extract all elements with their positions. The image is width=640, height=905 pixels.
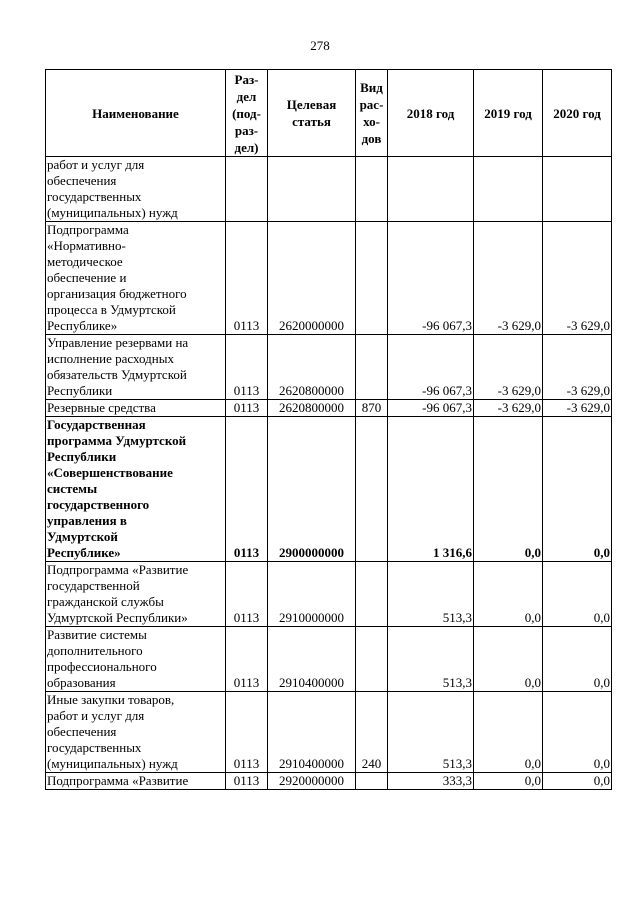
cell-name: Управление резервами на исполнение расходных обязательств Удмуртской Республики xyxy=(46,335,226,400)
cell-2019: 0,0 xyxy=(474,417,543,562)
cell-section: 0113 xyxy=(226,222,268,335)
cell-2020: 0,0 xyxy=(543,773,612,790)
cell-article: 2620800000 xyxy=(268,400,356,417)
cell-2020: -3 629,0 xyxy=(543,222,612,335)
cell-2020: 0,0 xyxy=(543,417,612,562)
header-2019: 2019 год xyxy=(474,70,543,157)
table-row xyxy=(46,417,612,562)
cell-expense-type xyxy=(356,417,388,562)
cell-2018: 333,3 xyxy=(388,773,474,790)
cell-2018: 513,3 xyxy=(388,562,474,627)
cell-2019: -3 629,0 xyxy=(474,400,543,417)
cell-2020 xyxy=(543,157,612,222)
cell-2018 xyxy=(388,157,474,222)
cell-section: 0113 xyxy=(226,417,268,562)
table-row xyxy=(46,562,612,627)
cell-2018: 1 316,6 xyxy=(388,417,474,562)
cell-expense-type xyxy=(356,222,388,335)
cell-section xyxy=(226,157,268,222)
cell-2020: 0,0 xyxy=(543,562,612,627)
table-header-row xyxy=(46,70,612,157)
cell-section: 0113 xyxy=(226,400,268,417)
cell-article: 2920000000 xyxy=(268,773,356,790)
cell-name: Подпрограмма «Нормативно- методическое обеспечение и организация бюджетного процесса в Удмуртской Республике» xyxy=(46,222,226,335)
cell-name: работ и услуг для обеспечения государственных (муниципальных) нужд xyxy=(46,157,226,222)
cell-2018: -96 067,3 xyxy=(388,222,474,335)
table-body xyxy=(46,157,612,790)
cell-section: 0113 xyxy=(226,773,268,790)
header-2020: 2020 год xyxy=(543,70,612,157)
cell-article: 2620800000 xyxy=(268,335,356,400)
header-name: Наименование xyxy=(46,70,226,157)
page-number: 278 xyxy=(310,38,330,53)
cell-2020: 0,0 xyxy=(543,692,612,773)
cell-expense-type xyxy=(356,562,388,627)
cell-name: Резервные средства xyxy=(46,400,226,417)
cell-article: 2910400000 xyxy=(268,627,356,692)
cell-article: 2910400000 xyxy=(268,692,356,773)
header-section: Раз- дел (под- раз- дел) xyxy=(226,70,268,157)
cell-section: 0113 xyxy=(226,562,268,627)
header-2018: 2018 год xyxy=(388,70,474,157)
table-row xyxy=(46,335,612,400)
table-row xyxy=(46,222,612,335)
cell-expense-type: 870 xyxy=(356,400,388,417)
cell-2019: -3 629,0 xyxy=(474,222,543,335)
cell-2019 xyxy=(474,157,543,222)
cell-2019: -3 629,0 xyxy=(474,335,543,400)
cell-2020: 0,0 xyxy=(543,627,612,692)
cell-article xyxy=(268,157,356,222)
cell-expense-type xyxy=(356,335,388,400)
cell-expense-type: 240 xyxy=(356,692,388,773)
cell-name: Развитие системы дополнительного профессионального образования xyxy=(46,627,226,692)
header-expense-type: Вид рас- хо- дов xyxy=(356,70,388,157)
cell-2019: 0,0 xyxy=(474,692,543,773)
cell-2018: -96 067,3 xyxy=(388,400,474,417)
cell-expense-type xyxy=(356,627,388,692)
table-row xyxy=(46,692,612,773)
cell-2018: 513,3 xyxy=(388,627,474,692)
cell-expense-type xyxy=(356,157,388,222)
table-row xyxy=(46,157,612,222)
table-row xyxy=(46,627,612,692)
cell-2020: -3 629,0 xyxy=(543,400,612,417)
cell-article: 2910000000 xyxy=(268,562,356,627)
cell-expense-type xyxy=(356,773,388,790)
cell-2019: 0,0 xyxy=(474,562,543,627)
cell-2020: -3 629,0 xyxy=(543,335,612,400)
budget-table xyxy=(45,69,612,790)
cell-2019: 0,0 xyxy=(474,627,543,692)
cell-section: 0113 xyxy=(226,335,268,400)
cell-2018: 513,3 xyxy=(388,692,474,773)
cell-article: 2620000000 xyxy=(268,222,356,335)
header-article: Целевая статья xyxy=(268,70,356,157)
table-row xyxy=(46,400,612,417)
cell-section: 0113 xyxy=(226,692,268,773)
cell-article: 2900000000 xyxy=(268,417,356,562)
cell-name: Государственная программа Удмуртской Республики «Совершенствование системы государственного управления в Удмуртской Республике» xyxy=(46,417,226,562)
cell-2018: -96 067,3 xyxy=(388,335,474,400)
cell-name: Иные закупки товаров, работ и услуг для обеспечения государственных (муниципальных) нужд xyxy=(46,692,226,773)
cell-2019: 0,0 xyxy=(474,773,543,790)
cell-section: 0113 xyxy=(226,627,268,692)
table-row xyxy=(46,773,612,790)
cell-name: Подпрограмма «Развитие государственной гражданской службы Удмуртской Республики» xyxy=(46,562,226,627)
cell-name: Подпрограмма «Развитие xyxy=(46,773,226,790)
